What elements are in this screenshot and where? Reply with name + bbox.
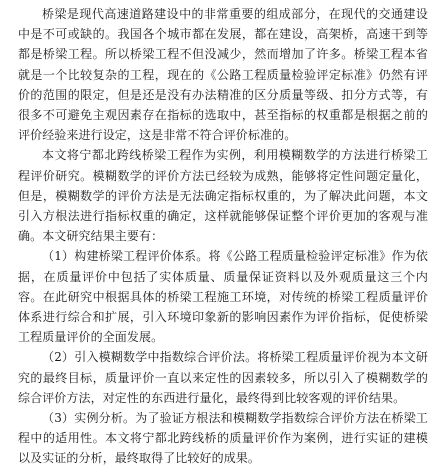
- paragraph-result-3: （3）实例分析。为了验证方根法和模糊数学指数综合评价方法在桥梁工程中的适用性。本文将宁都北跨线桥的质量评价作为案例，进行实证的建模以及实证的分析，最终取得了比较好的成果。: [18, 411, 428, 466]
- document-body: [18, 4, 428, 469]
- paragraph-result-2: （2）引入模糊数学中指数综合评价法。将桥梁工程质量评价视为本文研究的最终目标，质量评价一直以来定性的因素较多，所以引入了模糊数学的综合评价方法，对定性的东西进行量化，最终得到比较客观的评价结果。: [18, 350, 428, 405]
- paragraph-result-1: （1）构建桥梁工程评价体系。将《公路工程质量检验评定标准》作为依据，在质量评价中包括了实体质量、质量保证资料以及外观质量这三个内容。在此研究中根据具体的桥梁工程施工环境，对传统的桥梁工程质量评价体系进行综合和扩展，引入环境印象新的影响因素作为评价指标，促使桥梁工程质量评价的全面发展。: [18, 249, 428, 345]
- paragraph-intro: 桥梁是现代高速道路建设中的非常重要的组成部分，在现代的交通建设中是不可或缺的。我国各个城市都在发展，都在建设，高架桥，高速干到等都是桥梁工程。所以桥梁工程不但没减少，然而增加了许多。桥梁工程本省就是一个比较复杂的工程，现在的《公路工程质量检验评定标准》仍然有评价的范围的限定，但是还是没有办法精准的区分质量等级、扣分方式等，有很多不可避免主观因素存在指标的选取中，甚至指标的权重都是根据之前的评价经验来进行设定，这是非常不符合评价标准的。: [18, 7, 428, 143]
- paragraph-method: 本文将宁都北跨线桥梁工程作为实例，利用模糊数学的方法进行桥梁工程评价研究。模糊数学的评价方法已经较为成熟，能够将定性问题定量化，但是，模糊数学的评价方法是无法确定指标权重的，为了解决此问题，本文引入方根法进行指标权重的确定，这样就能够保证整个评价更加的客观与准确。本文研究结果主要有：: [18, 148, 428, 244]
